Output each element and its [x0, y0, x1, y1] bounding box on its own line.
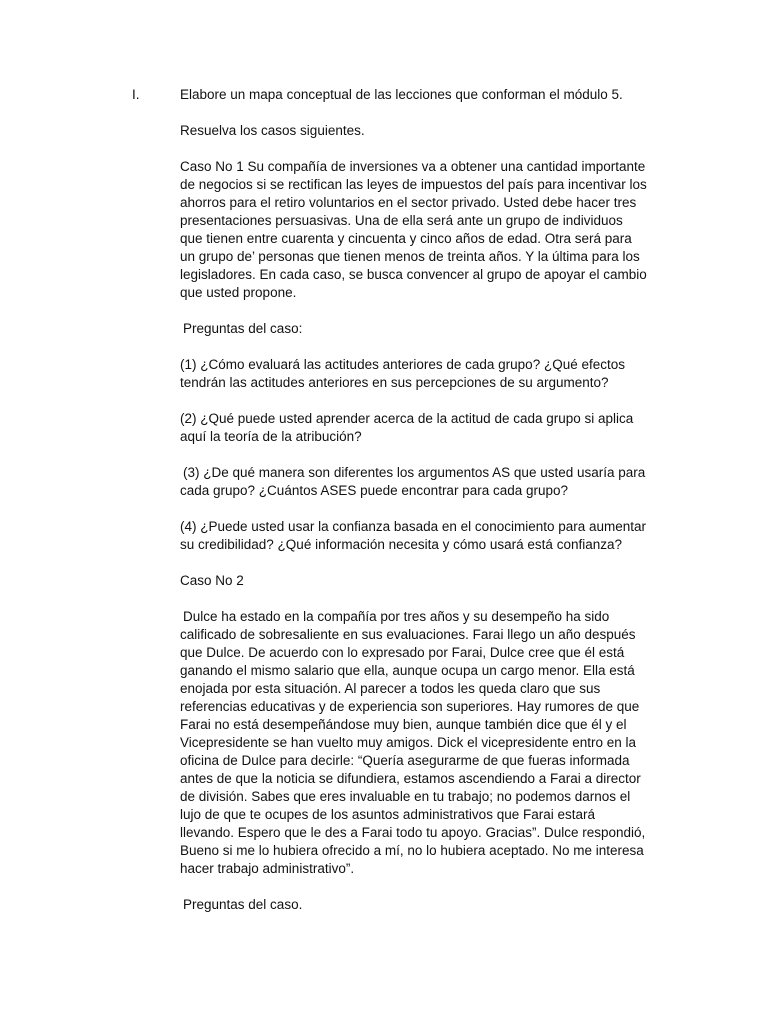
- question-1: (1) ¿Cómo evaluará las actitudes anteriores de cada grupo? ¿Qué efectos tendrán las actitudes anteriores en sus percepciones de su argumento?: [180, 357, 625, 390]
- document-body: [180, 86, 648, 932]
- case-2-questions-heading: Preguntas del caso.: [183, 897, 303, 912]
- case-2-text: Dulce ha estado en la compañía por tres años y su desempeño ha sido calificado de sobresaliente en sus evaluaciones. Farai llego un año después que Dulce. De acuerdo con lo expresado por Farai, Dulce cree que él está ganando el mismo salario que ella, aunque ocupa un cargo menor. Ella está enojada por esta situación. Al parecer a todos les queda claro que sus referencias educativas y de experiencia son superiores. Hay rumores de que Farai no está desempeñándose muy bien, aunque también dice que él y el Vicepresidente se han vuelto muy amigos. Dick el vicepresidente entro en la oficina de Dulce para decirle: “Quería asegurarme de que fueras informada antes de que la noticia se difundiera, estamos ascendiendo a Farai a director de división. Sabes que eres invaluable en tu trabajo; no podemos darnos el lujo de que te ocupes de los asuntos administrativos que Farai estará llevando. Espero que le des a Farai todo tu apoyo. Gracias”. Dulce respondió, Bueno si me lo hubiera ofrecido a mí, no lo hubiera aceptado. No me interesa hacer trabajo administrativo”.: [180, 609, 646, 876]
- question-2: (2) ¿Qué puede usted aprender acerca de la actitud de cada grupo si aplica aquí la teoría de la atribución?: [180, 411, 634, 444]
- question-3: (3) ¿De qué manera son diferentes los argumentos AS que usted usaría para cada grupo? ¿Cuántos ASES puede encontrar para cada grupo?: [180, 465, 646, 498]
- question-4: (4) ¿Puede usted usar la confianza basada en el conocimiento para aumentar su credibilidad? ¿Qué información necesita y cómo usará está confianza?: [180, 519, 647, 552]
- case-1-questions-heading: Preguntas del caso:: [183, 321, 303, 336]
- instruction-solve-cases: Resuelva los casos siguientes.: [180, 123, 365, 138]
- list-marker: I.: [132, 87, 140, 102]
- case-2-heading: Caso No 2: [180, 573, 244, 588]
- instruction-concept-map: Elabore un mapa conceptual de las lecciones que conforman el módulo 5.: [180, 87, 623, 102]
- case-1-text: Caso No 1 Su compañía de inversiones va a obtener una cantidad importante de negocios si se rectifican las leyes de impuestos del país para incentivar los ahorros para el retiro voluntarios en el sector privado. Usted debe hacer tres presentaciones persuasivas. Una de ella será ante un grupo de individuos que tienen entre cuarenta y cincuenta y cinco años de edad. Otra será para un grupo de’ personas que tienen menos de treinta años. Y la última para los legisladores. En cada caso, se busca convencer al grupo de apoyar el cambio que usted propone.: [180, 159, 647, 300]
